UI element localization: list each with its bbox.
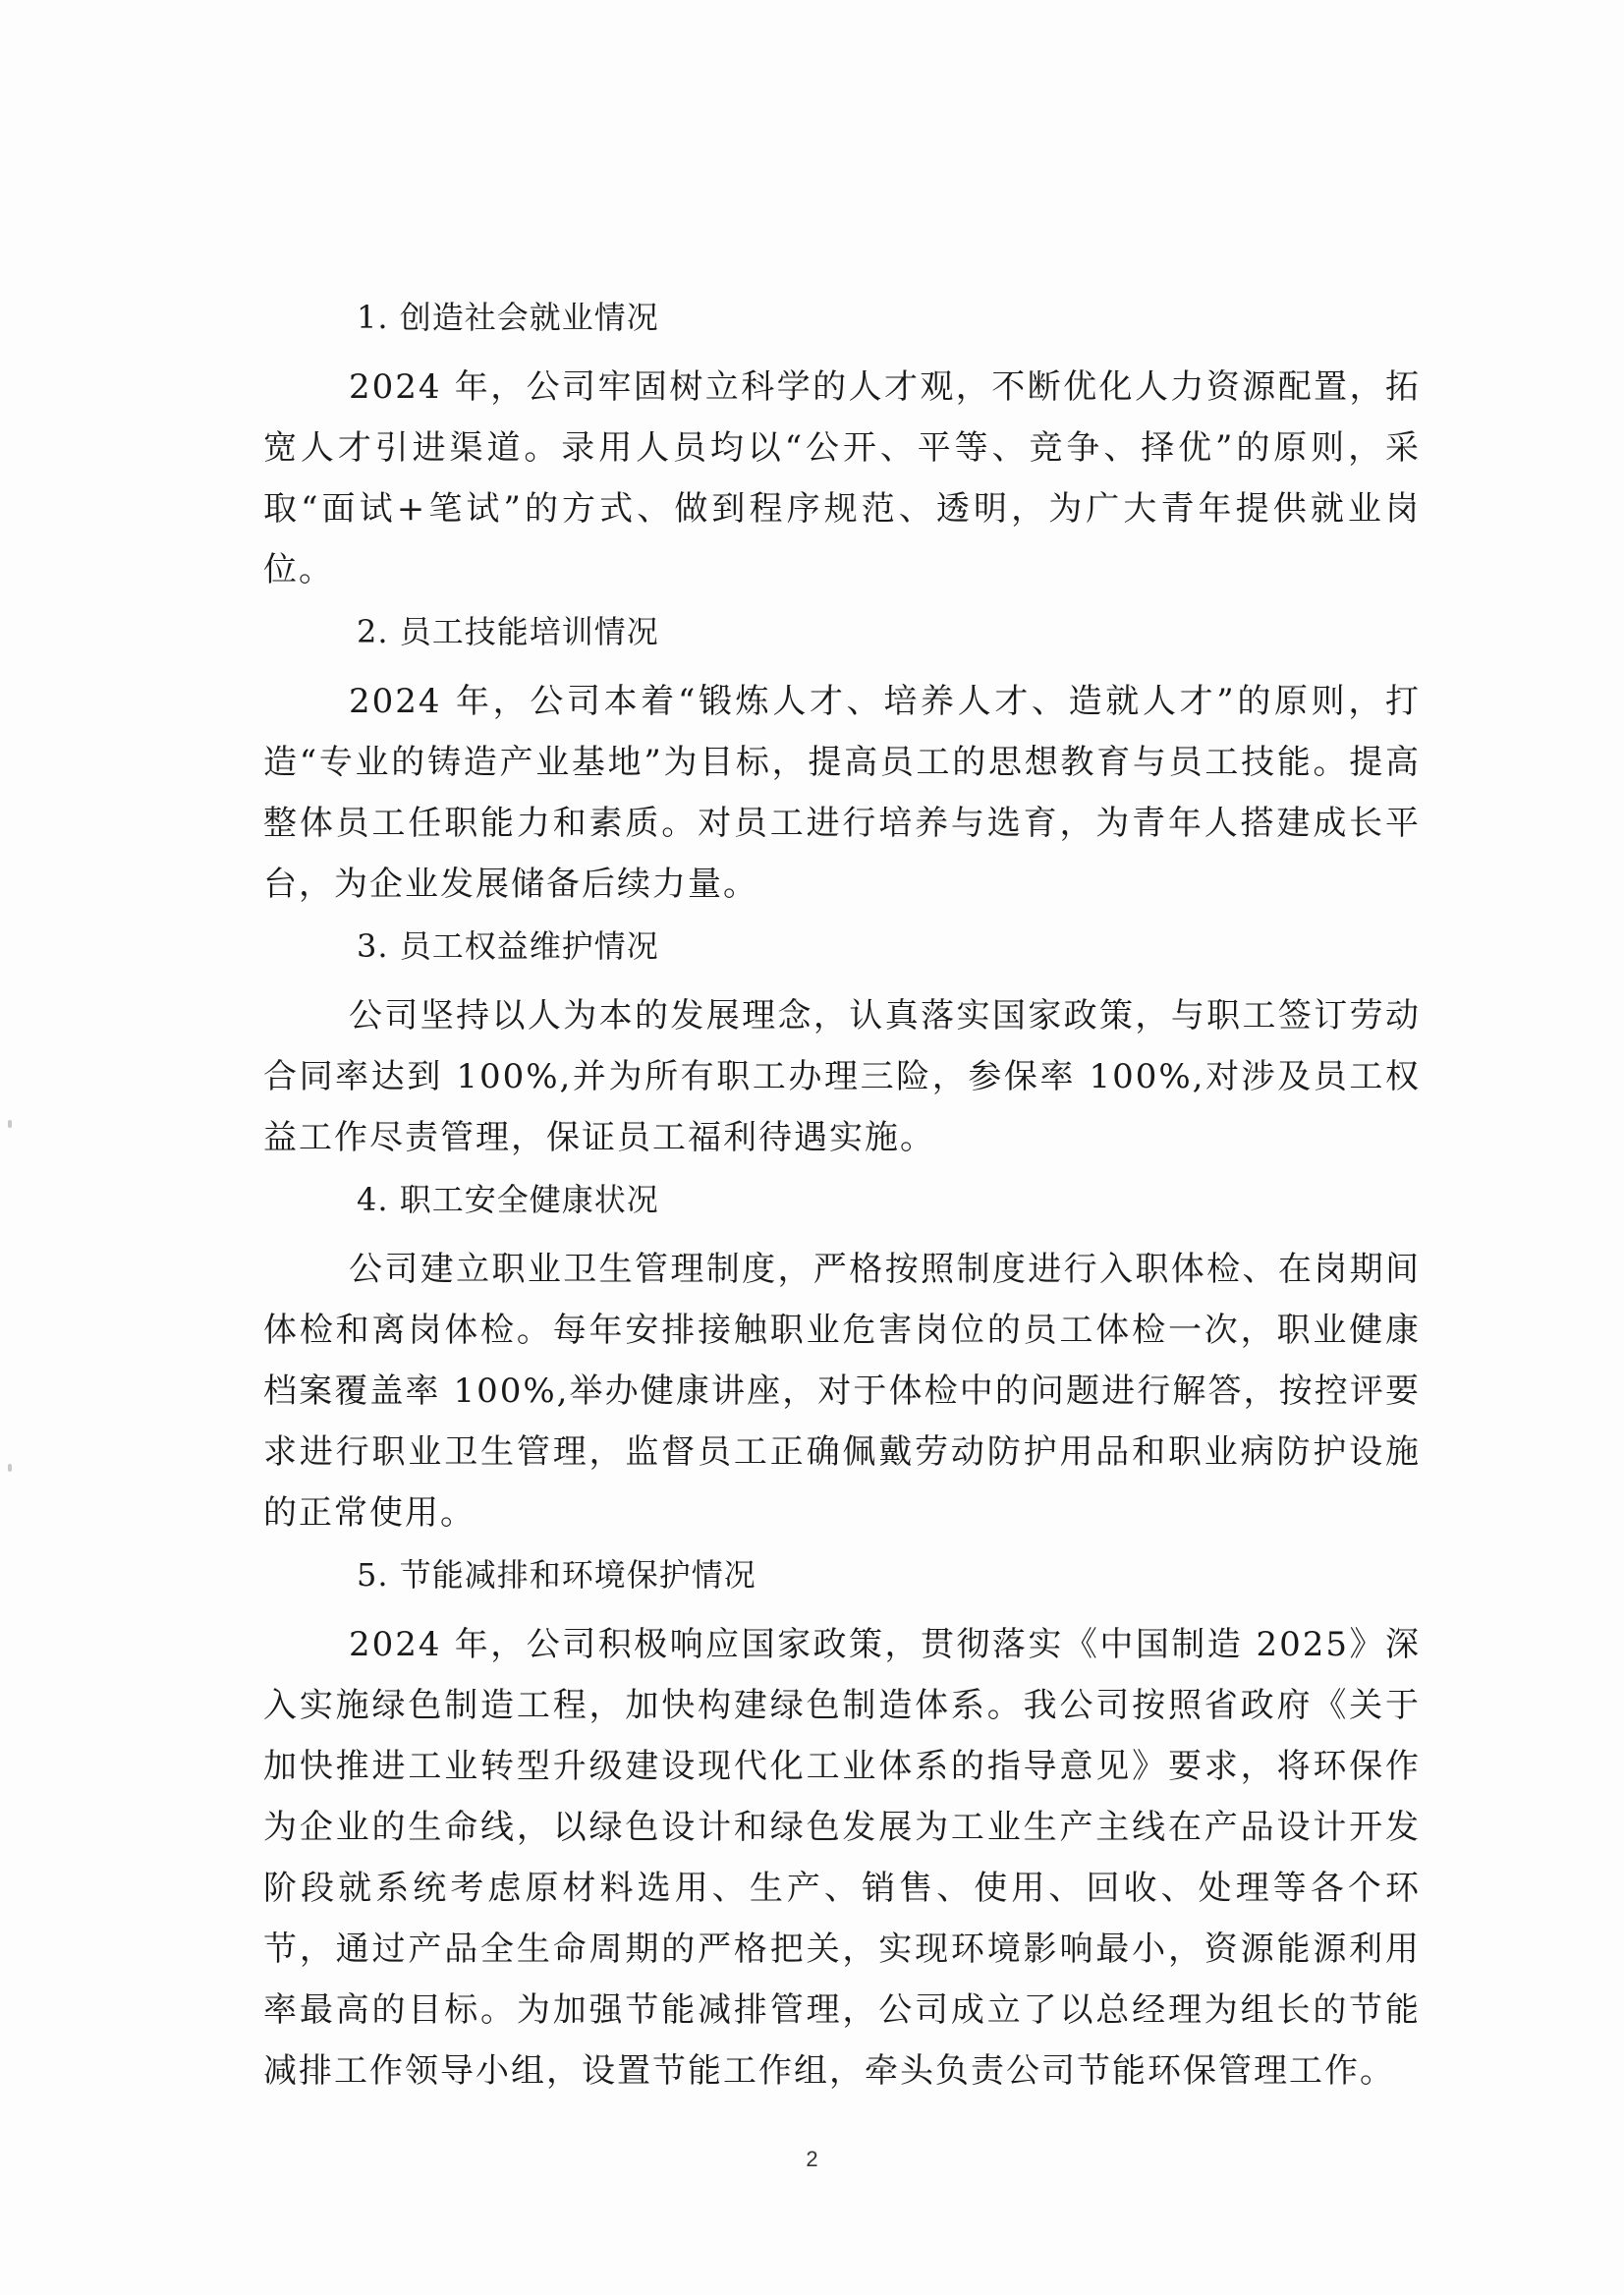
section-rights: [263, 922, 1421, 1168]
section-heading: 1. 创造社会就业情况: [357, 299, 659, 336]
section-heading: 2. 员工技能培训情况: [357, 613, 659, 650]
section-heading: 3. 员工权益维护情况: [357, 927, 659, 965]
scan-speck: [8, 1464, 12, 1472]
section-training: [263, 607, 1421, 915]
section-paragraph: 2024 年，公司牢固树立科学的人才观，不断优化人力资源配置，拓宽人才引进渠道。录用人员均以“公开、平等、竞争、择优”的原则，采取“面试+笔试”的方式、做到程序规范、透明，为广大青年提供就业岗位。: [263, 367, 1421, 589]
scan-speck: [8, 1120, 12, 1128]
section-paragraph: 公司建立职业卫生管理制度，严格按照制度进行入职体检、在岗期间体检和离岗体检。每年安排接触职业危害岗位的员工体检一次，职业健康档案覆盖率 100%,举办健康讲座，对于体检中的问题进行解答，按控评要求进行职业卫生管理，监督员工正确佩戴劳动防护用品和职业病防护设施的正常使用。: [263, 1250, 1421, 1533]
page-number: 2: [806, 2147, 818, 2171]
section-heading: 5. 节能减排和环境保护情况: [357, 1556, 756, 1594]
section-paragraph: 公司坚持以人为本的发展理念，认真落实国家政策，与职工签订劳动合同率达到 100%,并为所有职工办理三险，参保率 100%,对涉及员工权益工作尽责管理，保证员工福利待遇实施。: [263, 996, 1421, 1157]
section-employment: [263, 293, 1421, 600]
section-paragraph: 2024 年，公司本着“锻炼人才、培养人才、造就人才”的原则，打造“专业的铸造产业基地”为目标，提高员工的思想教育与员工技能。提高整体员工任职能力和素质。对员工进行培养与选育，为青年人搭建成长平台，为企业发展储备后续力量。: [263, 682, 1421, 904]
document-body: [263, 293, 1421, 2108]
section-environment: [263, 1550, 1421, 2101]
section-health: [263, 1175, 1421, 1543]
section-heading: 4. 职工安全健康状况: [357, 1181, 659, 1218]
section-paragraph: 2024 年，公司积极响应国家政策，贯彻落实《中国制造 2025》深入实施绿色制造工程，加快构建绿色制造体系。我公司按照省政府《关于加快推进工业转型升级建设现代化工业体系的指导意见》要求，将环保作为企业的生命线，以绿色设计和绿色发展为工业生产主线在产品设计开发阶段就系统考虑原材料选用、生产、销售、使用、回收、处理等各个环节，通过产品全生命周期的严格把关，实现环境影响最小，资源能源利用率最高的目标。为加强节能减排管理，公司成立了以总经理为组长的节能减排工作领导小组，设置节能工作组，牵头负责公司节能环保管理工作。: [263, 1625, 1421, 2091]
